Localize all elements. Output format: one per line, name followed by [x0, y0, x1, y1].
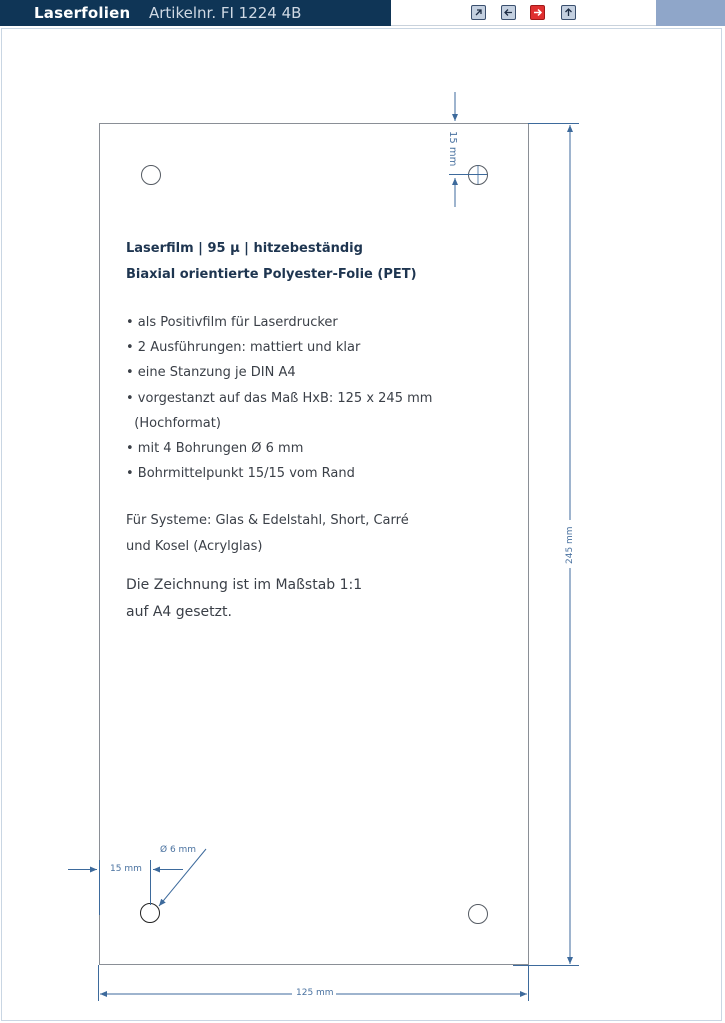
dim-top-offset-label: 15 mm — [447, 131, 458, 167]
feature-item: • Bohrmittelpunkt 15/15 vom Rand — [126, 466, 355, 482]
product-title: Laserfilm | 95 µ | hitzebeständig — [126, 241, 363, 256]
brand-title: Laserfolien — [34, 4, 131, 22]
dim-width-label: 125 mm — [296, 988, 334, 998]
dim-height-label: 245 mm — [565, 526, 575, 564]
scale-line: auf A4 gesetzt. — [126, 604, 232, 621]
dim-left-offset-label: 15 mm — [110, 864, 142, 874]
feature-item: • vorgestanzt auf das Maß HxB: 125 x 245 mm — [126, 390, 433, 406]
product-description — [126, 236, 526, 626]
feature-item: • 2 Ausführungen: mattiert und klar — [126, 340, 361, 356]
systems-line: und Kosel (Acrylglas) — [126, 539, 263, 555]
scale-note — [126, 572, 526, 626]
feature-item: • eine Stanzung je DIN A4 — [126, 365, 296, 381]
feature-item: (Hochformat) — [126, 415, 221, 431]
dim-hole-diameter-label: Ø 6 mm — [160, 845, 197, 855]
compatible-systems — [126, 508, 526, 560]
scale-line: Die Zeichnung ist im Maßstab 1:1 — [126, 577, 363, 594]
feature-item: • als Positivfilm für Laserdrucker — [126, 315, 338, 330]
product-subtitle: Biaxial orientierte Polyester-Folie (PET) — [126, 267, 417, 282]
article-number: Artikelnr. FI 1224 4B — [149, 4, 302, 22]
feature-item: • mit 4 Bohrungen Ø 6 mm — [126, 441, 304, 457]
feature-list — [126, 310, 526, 486]
systems-line: Für Systeme: Glas & Edelstahl, Short, Carré — [126, 513, 409, 529]
